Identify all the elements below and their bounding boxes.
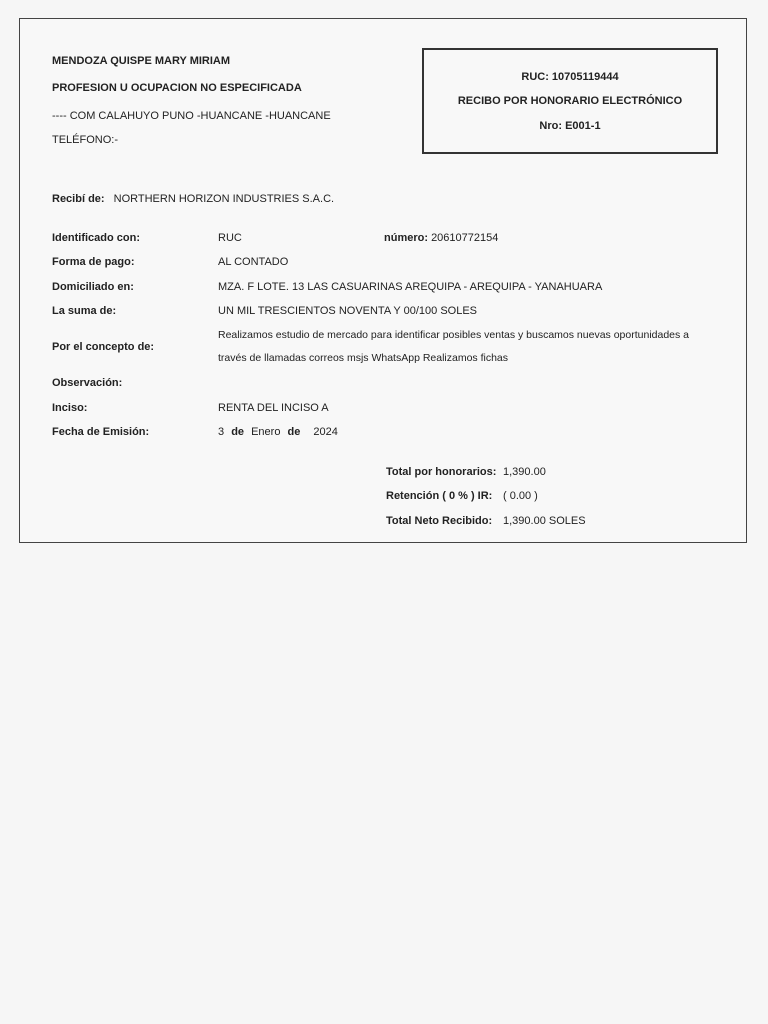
amount-label: La suma de: bbox=[52, 305, 117, 317]
retention-value: ( 0.00 ) bbox=[503, 490, 538, 502]
concept-line-2: través de llamadas correos msjs WhatsApp Realizamos fichas bbox=[218, 352, 509, 364]
id-value: RUC bbox=[218, 232, 242, 244]
concept-line-1: Realizamos estudio de mercado para identificar posibles ventas y buscamos nuevas oportunidades a bbox=[218, 329, 690, 341]
inciso-label: Inciso: bbox=[52, 402, 88, 414]
issuer-address: ---- COM CALAHUYO PUNO -HUANCANE -HUANCANE bbox=[52, 110, 331, 122]
ruc-box bbox=[422, 48, 718, 154]
date-de-2: de bbox=[287, 426, 301, 438]
net-label: Total Neto Recibido: bbox=[386, 515, 493, 527]
numero-label: número: bbox=[384, 232, 428, 244]
id-label: Identificado con: bbox=[52, 232, 140, 244]
fees-label: Total por honorarios: bbox=[386, 466, 497, 478]
fees-value: 1,390.00 bbox=[503, 466, 546, 478]
numero-value: 20610772154 bbox=[431, 232, 499, 244]
inciso-value: RENTA DEL INCISO A bbox=[218, 402, 329, 414]
date-month: Enero bbox=[251, 426, 281, 438]
payment-label: Forma de pago: bbox=[52, 256, 135, 268]
concept-text bbox=[218, 324, 718, 370]
received-from-label: Recibí de: bbox=[52, 193, 105, 205]
net-value: 1,390.00 SOLES bbox=[503, 515, 586, 527]
ruc-number: RUC: 10705119444 bbox=[521, 71, 619, 83]
issuer-name: MENDOZA QUISPE MARY MIRIAM bbox=[52, 55, 231, 67]
amount-value: UN MIL TRESCIENTOS NOVENTA Y 00/100 SOLES bbox=[218, 305, 478, 317]
payment-value: AL CONTADO bbox=[218, 256, 289, 268]
date-de-1: de bbox=[231, 426, 245, 438]
issuer-profession: PROFESION U OCUPACION NO ESPECIFICADA bbox=[52, 82, 302, 94]
observation-label: Observación: bbox=[52, 377, 123, 389]
received-from-value: NORTHERN HORIZON INDUSTRIES S.A.C. bbox=[113, 193, 335, 205]
receipt-document bbox=[19, 18, 747, 543]
concept-label: Por el concepto de: bbox=[52, 341, 155, 353]
date-value bbox=[218, 426, 338, 438]
document-number: Nro: E001-1 bbox=[539, 120, 601, 132]
date-year: 2024 bbox=[313, 426, 338, 438]
retention-label: Retención ( 0 % ) IR: bbox=[386, 490, 493, 502]
domicile-value: MZA. F LOTE. 13 LAS CASUARINAS AREQUIPA - AREQUIPA - YANAHUARA bbox=[218, 281, 603, 293]
date-day: 3 bbox=[218, 426, 225, 438]
date-label: Fecha de Emisión: bbox=[52, 426, 150, 438]
document-type: RECIBO POR HONORARIO ELECTRÓNICO bbox=[457, 95, 683, 107]
domicile-label: Domiciliado en: bbox=[52, 281, 134, 293]
received-from-row bbox=[52, 193, 334, 205]
numero-field bbox=[384, 232, 498, 244]
issuer-phone: TELÉFONO:- bbox=[52, 134, 119, 146]
